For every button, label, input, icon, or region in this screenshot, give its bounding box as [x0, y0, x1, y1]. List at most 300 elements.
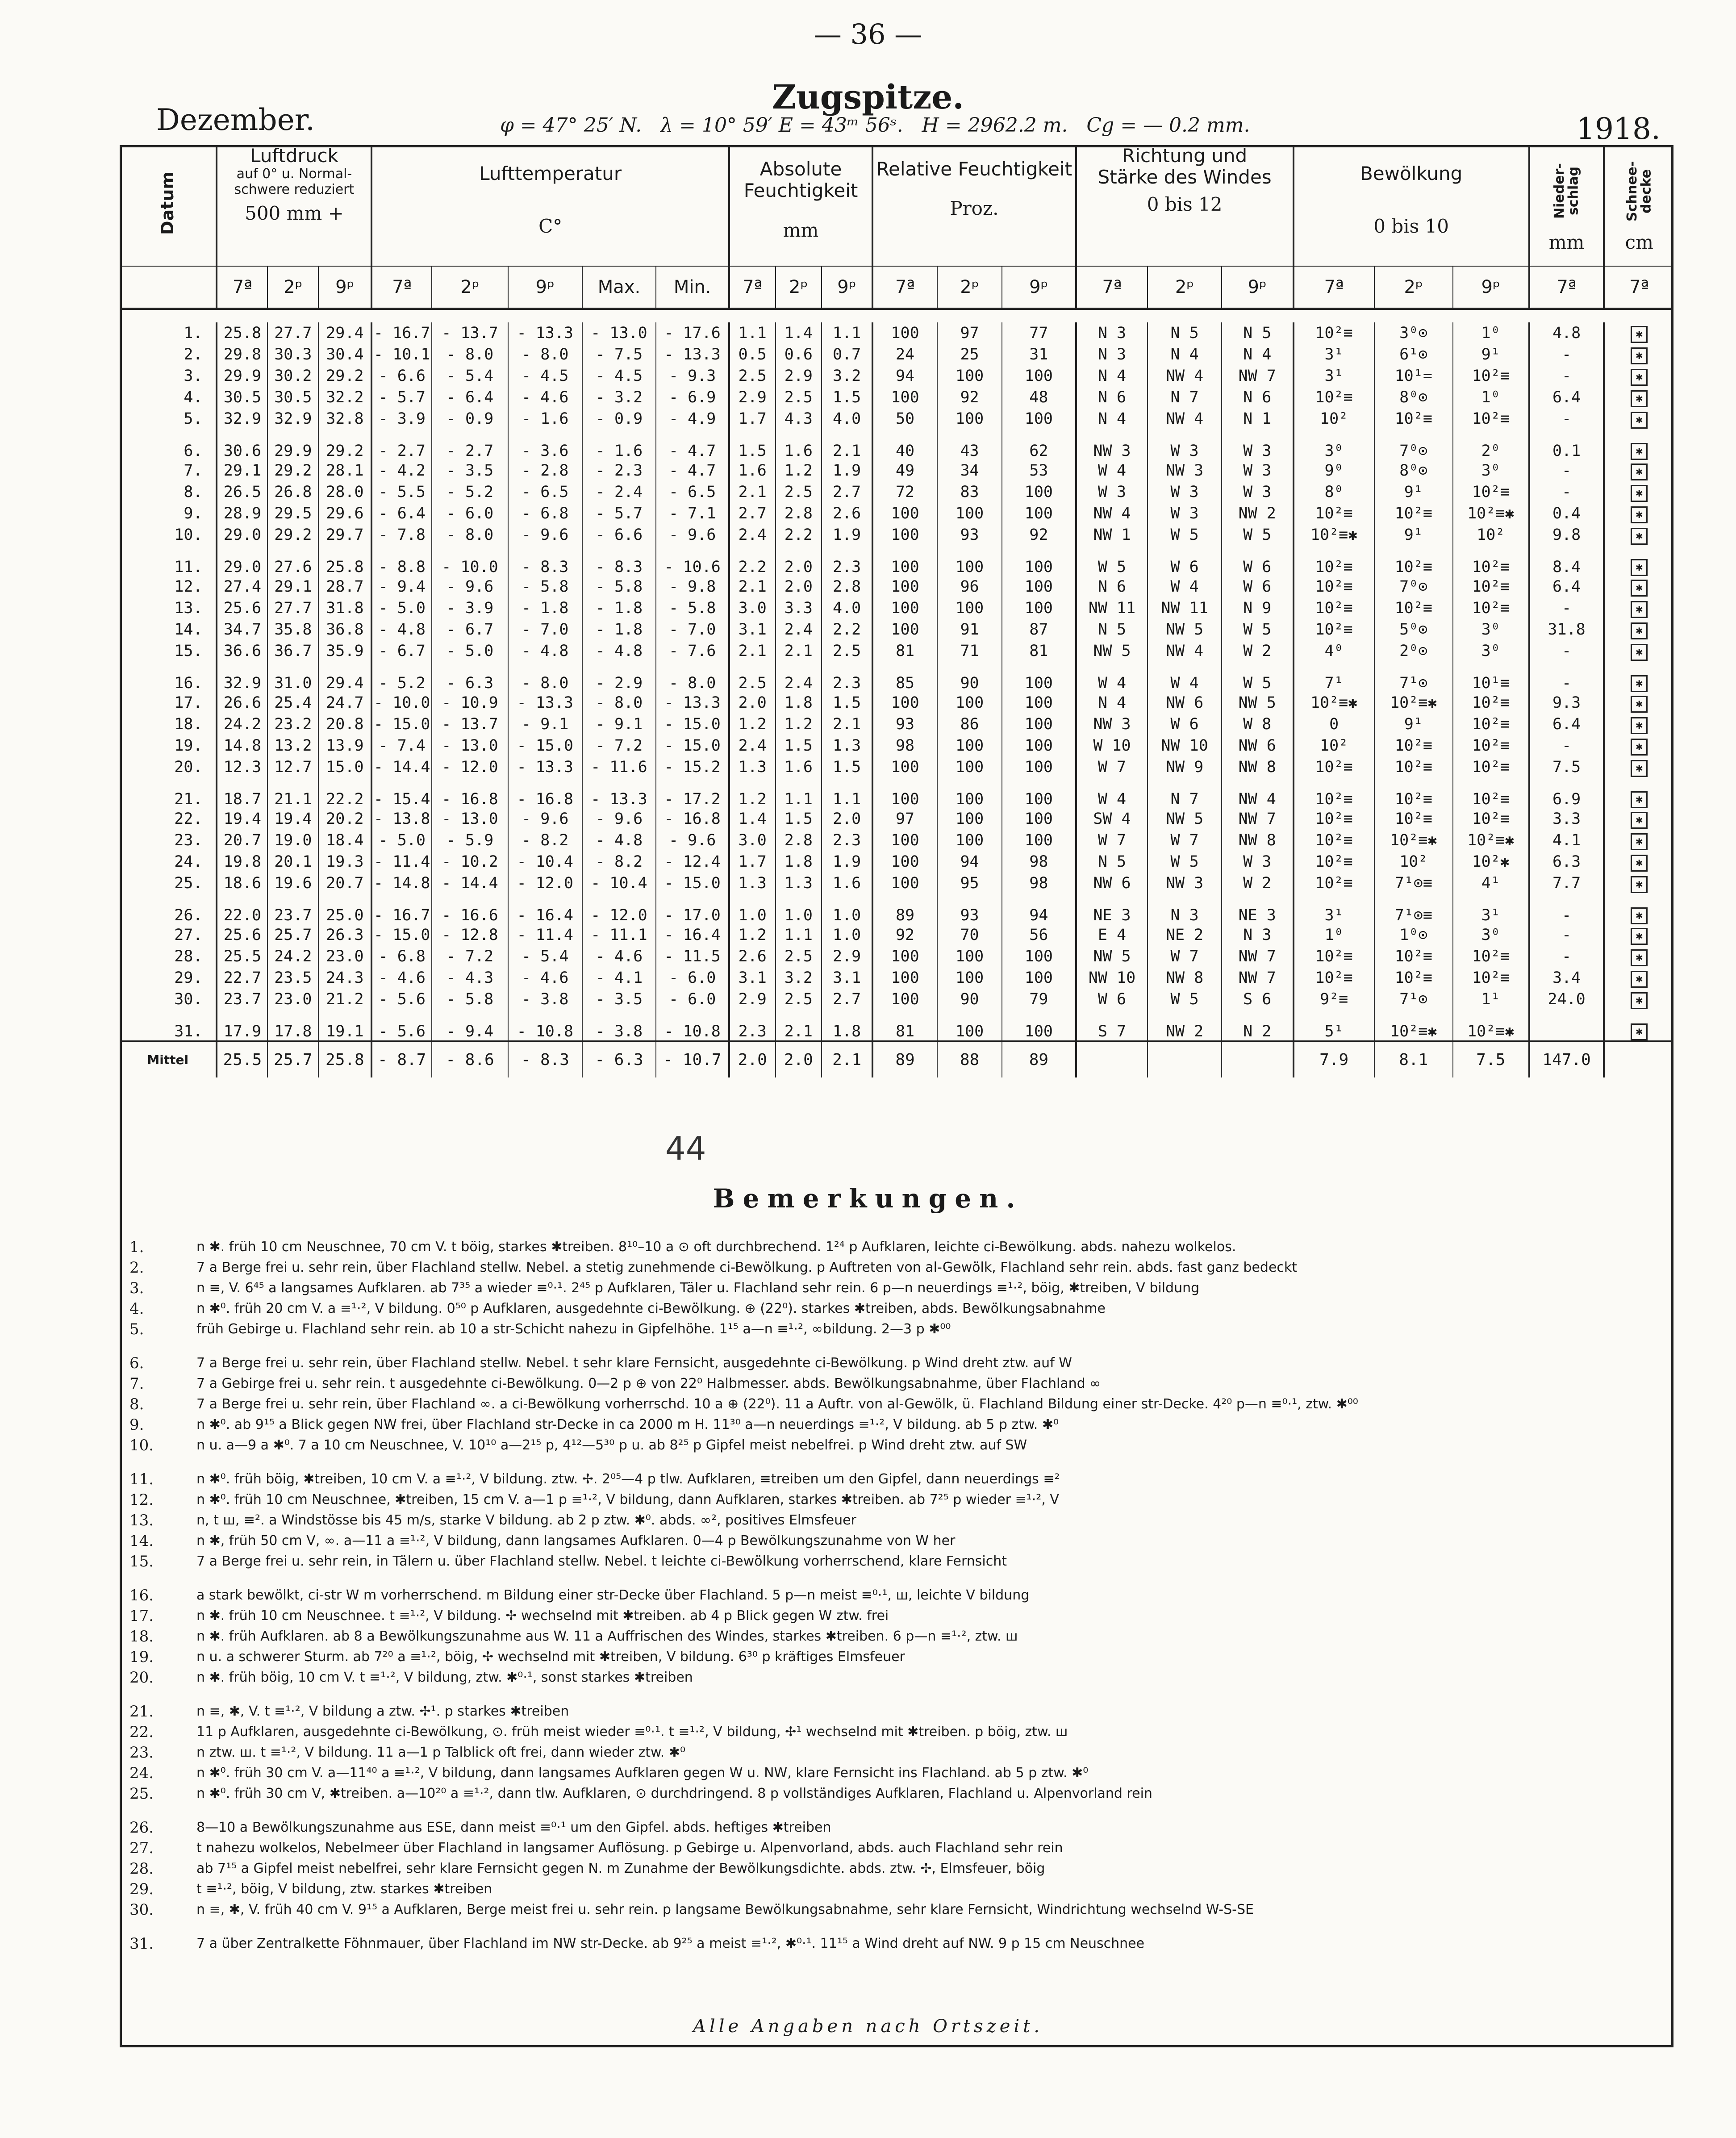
cell-a7: 2.3 — [729, 1010, 776, 1041]
cell-a7: 1.3 — [729, 873, 776, 894]
cell-p2: 19.4 — [267, 808, 318, 830]
cell-tmin: - 10.8 — [656, 1010, 729, 1041]
cell-r7: 100 — [872, 778, 937, 808]
cell-r7: 100 — [872, 946, 937, 967]
cell-r7: 72 — [872, 481, 937, 503]
cell-n: 7.5 — [1529, 756, 1604, 778]
mean-w9 — [1222, 1041, 1294, 1078]
cell-r7: 97 — [872, 808, 937, 830]
cell-w7: N 4 — [1076, 365, 1148, 387]
cell-a2: 2.0 — [776, 576, 822, 597]
cell-s — [1604, 756, 1673, 778]
cell-tmax: - 3.5 — [582, 989, 656, 1010]
cell-b7: 10²≡ — [1294, 756, 1374, 778]
cell-w2: W 5 — [1148, 524, 1222, 546]
cell-p7: 23.7 — [217, 989, 267, 1010]
cell-t7: - 10.1 — [371, 344, 432, 365]
list-item — [129, 1394, 1657, 1415]
cell-t2: - 5.9 — [432, 830, 508, 851]
cell-b2: 10²≡ — [1374, 756, 1453, 778]
remark-text: ab 7¹⁵ a Gipfel meist nebelfrei, sehr klare Fernsicht gegen N. m Zunahme der Bewölkungsdichte. abds. ztw. ✢, Elmsfeuer, böig — [196, 1861, 1045, 1876]
cell-a2: 2.1 — [776, 1010, 822, 1041]
cell-b9: 1⁰ — [1453, 322, 1529, 344]
cell-p7: 34.7 — [217, 619, 267, 640]
cell-w2: N 7 — [1148, 387, 1222, 408]
cell-r9: 87 — [1002, 619, 1076, 640]
cell-b7: 10²≡ — [1294, 322, 1374, 344]
list-item — [129, 1415, 1657, 1435]
cell-s — [1604, 481, 1673, 503]
subhead-b9: 9ᵖ — [1453, 266, 1529, 309]
list-item — [129, 1490, 1657, 1510]
cell-r9: 100 — [1002, 1010, 1076, 1041]
cell-tmin: - 17.6 — [656, 322, 729, 344]
snow-cover-icon: ✱ — [1631, 390, 1648, 407]
cell-a9: 3.1 — [822, 967, 872, 989]
remark-text: n ≡, ✱, V. t ≡¹·², V bildung a ztw. ✢¹. p starkes ✱treiben — [196, 1704, 569, 1719]
snow-cover-icon: ✱ — [1631, 622, 1648, 639]
snow-cover-icon: ✱ — [1631, 992, 1648, 1009]
cell-tmax: - 10.4 — [582, 873, 656, 894]
cell-a2: 1.8 — [776, 692, 822, 714]
cell-a7: 2.2 — [729, 546, 776, 576]
footer-note: Alle Angaben nach Ortszeit. — [693, 2016, 1043, 2037]
cell-tmin: - 5.8 — [656, 597, 729, 619]
col-lufttemperatur — [371, 145, 729, 266]
cell-w9: S 6 — [1222, 989, 1294, 1010]
table-row — [120, 546, 1673, 576]
station-coordinates: φ = 47° 25′ N. λ = 10° 59′ E = 43ᵐ 56ˢ. H = 2962.2 m. Cg = — 0.2 mm. — [500, 114, 1250, 137]
remark-text: 11 p Aufklaren, ausgedehnte ci-Bewölkung, ⊙. früh meist wieder ≡⁰·¹. t ≡¹·², V bildung, ✢¹ wechselnd mit ✱treiben. p böig, ztw. ш — [196, 1724, 1068, 1740]
day-number: 9. — [184, 505, 203, 522]
cell-r9: 100 — [1002, 808, 1076, 830]
cell-tmin: - 7.6 — [656, 640, 729, 662]
snow-cover-icon: ✱ — [1631, 1023, 1648, 1040]
abs-feucht-unit: mm — [783, 219, 819, 241]
cell-b9: 10¹≡ — [1453, 662, 1529, 692]
cell-b7: 10²≡ — [1294, 546, 1374, 576]
cell-p2: 30.2 — [267, 365, 318, 387]
cell-a7: 3.1 — [729, 619, 776, 640]
cell-a9: 2.3 — [822, 546, 872, 576]
cell-a7: 2.7 — [729, 503, 776, 524]
cell-w2: W 7 — [1148, 830, 1222, 851]
cell-b2: 7⁰⊙ — [1374, 576, 1453, 597]
cell-n: - — [1529, 735, 1604, 756]
cell-t9: - 15.0 — [508, 735, 582, 756]
cell-tmin: - 9.6 — [656, 524, 729, 546]
remark-text: n ✱. früh 10 cm Neuschnee, 70 cm V. t böig, starkes ✱treiben. 8¹⁰–10 a ⊙ oft durchbrechend. 1²⁴ p Aufklaren, leichte ci-Bewölkung. abds. nahezu wolkelos. — [196, 1239, 1236, 1255]
cell-r9: 100 — [1002, 408, 1076, 430]
snow-cover-icon: ✱ — [1631, 675, 1648, 692]
observation-table — [120, 145, 1673, 1077]
lufttemperatur-unit: C° — [538, 215, 563, 238]
day-number: 1. — [184, 324, 203, 342]
day-number: 14. — [174, 621, 203, 639]
table-row — [120, 735, 1673, 756]
remark-text: n ztw. ш. t ≡¹·², V bildung. 11 a—1 p Talblick oft frei, dann wieder ztw. ✱⁰ — [196, 1745, 685, 1760]
cell-tmax: - 13.0 — [582, 322, 656, 344]
cell-a9: 2.1 — [822, 430, 872, 460]
cell-w7: W 3 — [1076, 481, 1148, 503]
cell-t9: - 13.3 — [508, 692, 582, 714]
cell-p2: 29.2 — [267, 524, 318, 546]
cell-t7: - 13.8 — [371, 808, 432, 830]
cell-r2: 70 — [937, 924, 1002, 946]
cell-t2: - 13.0 — [432, 735, 508, 756]
table-row — [120, 640, 1673, 662]
cell-tmin: - 17.2 — [656, 778, 729, 808]
cell-r7: 100 — [872, 967, 937, 989]
table-row — [120, 344, 1673, 365]
cell-b7: 7¹ — [1294, 662, 1374, 692]
day-number: 13. — [174, 599, 203, 617]
remark-day: 22. — [129, 1723, 154, 1741]
cell-r7: 100 — [872, 546, 937, 576]
cell-t2: - 10.2 — [432, 851, 508, 873]
cell-b7: 10²≡ — [1294, 778, 1374, 808]
cell-p9: 20.8 — [318, 714, 371, 735]
cell-p2: 20.1 — [267, 851, 318, 873]
cell-tmin: - 9.3 — [656, 365, 729, 387]
remark-text: n ≡, V. 6⁴⁵ a langsames Aufklaren. ab 7³⁵ a wieder ≡⁰·¹. 2⁴⁵ p Aufklaren, Täler u. Flachland sehr rein. 6 p—n neuerdings ≡¹·², böig, ✱treiben, V bildung — [196, 1280, 1200, 1296]
cell-r2: 100 — [937, 735, 1002, 756]
remark-day: 20. — [129, 1669, 154, 1687]
cell-s — [1604, 524, 1673, 546]
cell-b7: 10²≡ — [1294, 387, 1374, 408]
cell-t2: - 5.8 — [432, 989, 508, 1010]
cell-p7: 28.9 — [217, 503, 267, 524]
day-number: 17. — [174, 694, 203, 712]
day-number: 3. — [184, 367, 203, 385]
cell-w9: N 1 — [1222, 408, 1294, 430]
snow-cover-icon: ✱ — [1631, 696, 1648, 713]
subhead-w2: 2ᵖ — [1148, 266, 1222, 309]
cell-tmax: - 3.2 — [582, 387, 656, 408]
cell-r9: 100 — [1002, 576, 1076, 597]
station-title: Zugspitze. — [772, 78, 964, 117]
cell-s — [1604, 365, 1673, 387]
cell-b7: 9²≡ — [1294, 989, 1374, 1010]
cell-n — [1529, 1010, 1604, 1041]
cell-b2: 10²≡✱ — [1374, 830, 1453, 851]
cell-s — [1604, 662, 1673, 692]
cell-r2: 90 — [937, 989, 1002, 1010]
cell-tmax: - 7.5 — [582, 344, 656, 365]
cell-t2: - 14.4 — [432, 873, 508, 894]
subhead-p7: 7ª — [217, 266, 267, 309]
table-row — [120, 460, 1673, 481]
list-item — [129, 1783, 1657, 1804]
table-row — [120, 430, 1673, 460]
cell-a2: 2.5 — [776, 946, 822, 967]
cell-t7: - 5.0 — [371, 597, 432, 619]
snow-cover-icon: ✱ — [1631, 601, 1648, 618]
lufttemperatur-title: Lufttemperatur — [479, 163, 622, 184]
cell-w9: W 3 — [1222, 430, 1294, 460]
cell-b2: 8⁰⊙ — [1374, 460, 1453, 481]
cell-n: 6.4 — [1529, 714, 1604, 735]
cell-a2: 4.3 — [776, 408, 822, 430]
cell-b2: 5⁰⊙ — [1374, 619, 1453, 640]
mean-b2: 8.1 — [1374, 1041, 1453, 1078]
cell-r9: 100 — [1002, 714, 1076, 735]
cell-tmin: - 15.2 — [656, 756, 729, 778]
cell-s — [1604, 894, 1673, 924]
cell-p7: 32.9 — [217, 662, 267, 692]
cell-a2: 2.9 — [776, 365, 822, 387]
cell-t7: - 16.7 — [371, 894, 432, 924]
cell-p2: 25.4 — [267, 692, 318, 714]
remark-day: 13. — [129, 1512, 154, 1529]
cell-s — [1604, 344, 1673, 365]
mean-r9: 89 — [1002, 1041, 1076, 1078]
cell-w7: N 6 — [1076, 387, 1148, 408]
cell-r9: 53 — [1002, 460, 1076, 481]
cell-p7: 19.8 — [217, 851, 267, 873]
remark-day: 7. — [129, 1375, 144, 1393]
cell-w2: NW 8 — [1148, 967, 1222, 989]
remark-day: 31. — [129, 1935, 154, 1953]
cell-a2: 2.5 — [776, 387, 822, 408]
cell-w2: W 7 — [1148, 946, 1222, 967]
cell-s — [1604, 387, 1673, 408]
col-bewoelkung — [1294, 145, 1529, 266]
col-absolute-feuchtigkeit — [729, 145, 872, 266]
cell-n: - — [1529, 344, 1604, 365]
cell-w2: W 6 — [1148, 546, 1222, 576]
cell-p9: 32.8 — [318, 408, 371, 430]
cell-w2: NE 2 — [1148, 924, 1222, 946]
cell-tmin: - 16.4 — [656, 924, 729, 946]
cell-w9: W 8 — [1222, 714, 1294, 735]
cell-b2: 10²≡ — [1374, 735, 1453, 756]
table-row — [120, 619, 1673, 640]
cell-tmax: - 2.3 — [582, 460, 656, 481]
cell-t2: - 5.0 — [432, 640, 508, 662]
col-relative-feuchtigkeit — [872, 145, 1076, 266]
day-number: 28. — [174, 948, 203, 965]
cell-tmin: - 12.4 — [656, 851, 729, 873]
cell-t9: - 3.8 — [508, 989, 582, 1010]
list-item — [129, 1257, 1657, 1278]
cell-r2: 100 — [937, 808, 1002, 830]
cell-b7: 10²≡ — [1294, 619, 1374, 640]
cell-w9: N 6 — [1222, 387, 1294, 408]
cell-p7: 22.7 — [217, 967, 267, 989]
cell-a7: 1.7 — [729, 408, 776, 430]
remark-text: n ✱⁰. ab 9¹⁵ a Blick gegen NW frei, über Flachland str-Decke in ca 2000 m H. 11³⁰ a—n neuerdings ≡¹·², V bildung. ab 5 p ztw. ✱⁰ — [196, 1417, 1059, 1432]
cell-b9: 3⁰ — [1453, 924, 1529, 946]
cell-p2: 21.1 — [267, 778, 318, 808]
cell-n: 24.0 — [1529, 989, 1604, 1010]
cell-a7: 1.2 — [729, 778, 776, 808]
cell-w2: N 4 — [1148, 344, 1222, 365]
cell-n: - — [1529, 894, 1604, 924]
cell-r9: 100 — [1002, 481, 1076, 503]
cell-w7: N 5 — [1076, 851, 1148, 873]
list-item — [129, 1722, 1657, 1742]
cell-tmax: - 4.6 — [582, 946, 656, 967]
cell-b9: 10²≡ — [1453, 481, 1529, 503]
cell-p7: 29.9 — [217, 365, 267, 387]
cell-w2: NW 3 — [1148, 460, 1222, 481]
remark-text: n ✱⁰. früh 30 cm V. a—11⁴⁰ a ≡¹·², V bildung, dann langsames Aufklaren gegen W u. NW, klare Fernsicht ins Flachland. ab 5 p ztw. ✱⁰ — [196, 1765, 1089, 1781]
cell-p9: 35.9 — [318, 640, 371, 662]
cell-t9: - 1.8 — [508, 597, 582, 619]
cell-p7: 17.9 — [217, 1010, 267, 1041]
remark-text: n ✱⁰. früh 30 cm V, ✱treiben. a—10²⁰ a ≡¹·², dann tlw. Aufklaren, ⊙ durchdringend. 8 p vollständiges Aufklaren, Flachland u. Alpenvorland rein — [196, 1786, 1152, 1801]
table-row — [120, 714, 1673, 735]
day-number: 5. — [184, 410, 203, 428]
cell-tmin: - 9.8 — [656, 576, 729, 597]
cell-r2: 100 — [937, 946, 1002, 967]
cell-b7: 10² — [1294, 408, 1374, 430]
cell-w2: W 3 — [1148, 481, 1222, 503]
cell-tmin: - 4.7 — [656, 460, 729, 481]
mean-s — [1604, 1041, 1673, 1078]
cell-n: - — [1529, 408, 1604, 430]
snow-cover-icon: ✱ — [1631, 559, 1648, 576]
cell-w9: W 3 — [1222, 481, 1294, 503]
list-item — [129, 1626, 1657, 1647]
day-number: 7. — [184, 462, 203, 480]
cell-r9: 100 — [1002, 662, 1076, 692]
cell-p2: 23.0 — [267, 989, 318, 1010]
cell-w7: NW 5 — [1076, 640, 1148, 662]
cell-p9: 29.6 — [318, 503, 371, 524]
cell-b7: 10²≡ — [1294, 967, 1374, 989]
list-item — [129, 1817, 1657, 1838]
snow-cover-icon: ✱ — [1631, 369, 1648, 386]
cell-p7: 29.1 — [217, 460, 267, 481]
cell-a7: 1.1 — [729, 322, 776, 344]
table-row — [120, 1010, 1673, 1041]
cell-p2: 30.5 — [267, 387, 318, 408]
cell-t9: - 7.0 — [508, 619, 582, 640]
cell-r7: 89 — [872, 894, 937, 924]
cell-t9: - 8.0 — [508, 344, 582, 365]
day-number: 11. — [174, 558, 203, 576]
cell-tmax: - 7.2 — [582, 735, 656, 756]
cell-tmin: - 9.6 — [656, 830, 729, 851]
cell-w2: W 5 — [1148, 851, 1222, 873]
remark-day: 10. — [129, 1436, 154, 1454]
cell-a2: 1.1 — [776, 924, 822, 946]
cell-b7: 8⁰ — [1294, 481, 1374, 503]
cell-w7: NW 11 — [1076, 597, 1148, 619]
cell-b9: 10²≡ — [1453, 946, 1529, 967]
cell-t9: - 4.8 — [508, 640, 582, 662]
cell-b7: 5¹ — [1294, 1010, 1374, 1041]
mean-b7: 7.9 — [1294, 1041, 1374, 1078]
cell-n: 3.3 — [1529, 808, 1604, 830]
cell-n: - — [1529, 481, 1604, 503]
cell-p7: 25.8 — [217, 322, 267, 344]
cell-t7: - 6.8 — [371, 946, 432, 967]
cell-t7: - 10.0 — [371, 692, 432, 714]
bewoelkung-title: Bewölkung — [1360, 163, 1463, 184]
cell-t2: - 3.5 — [432, 460, 508, 481]
list-item — [129, 1531, 1657, 1551]
list-item — [129, 1742, 1657, 1763]
cell-b2: 6¹⊙ — [1374, 344, 1453, 365]
cell-b7: 10²≡ — [1294, 503, 1374, 524]
cell-a9: 1.3 — [822, 735, 872, 756]
cell-tmin: - 6.0 — [656, 989, 729, 1010]
list-item — [129, 1353, 1657, 1374]
list-item — [129, 1299, 1657, 1319]
cell-r2: 43 — [937, 430, 1002, 460]
cell-s — [1604, 873, 1673, 894]
cell-t9: - 8.0 — [508, 662, 582, 692]
cell-p7: 27.4 — [217, 576, 267, 597]
cell-w9: N 4 — [1222, 344, 1294, 365]
remark-text: a stark bewölkt, ci-str W m vorherrschend. m Bildung einer str-Decke über Flachland. 5 p—n meist ≡⁰·¹, ш, leichte V bildung — [196, 1587, 1030, 1603]
cell-b9: 2⁰ — [1453, 430, 1529, 460]
remark-day: 19. — [129, 1648, 154, 1666]
cell-p7: 18.6 — [217, 873, 267, 894]
snow-cover-icon: ✱ — [1631, 644, 1648, 661]
cell-w7: NW 3 — [1076, 714, 1148, 735]
cell-t2: - 16.8 — [432, 778, 508, 808]
cell-w9: W 5 — [1222, 619, 1294, 640]
cell-r7: 100 — [872, 524, 937, 546]
cell-a9: 2.9 — [822, 946, 872, 967]
cell-b2: 7¹⊙≡ — [1374, 873, 1453, 894]
cell-b9: 10²≡ — [1453, 576, 1529, 597]
subhead-min: Min. — [656, 266, 729, 309]
cell-w2: NW 10 — [1148, 735, 1222, 756]
cell-w9: NW 7 — [1222, 967, 1294, 989]
remark-day: 26. — [129, 1819, 154, 1837]
remark-text: n ≡, ✱, V. früh 40 cm V. 9¹⁵ a Aufklaren, Berge meist frei u. sehr rein. p langsame Bewölkungsabnahme, sehr klare Fernsicht, Windrichtung wechselnd W-S-SE — [196, 1902, 1254, 1917]
table-row — [120, 503, 1673, 524]
cell-t2: - 9.4 — [432, 1010, 508, 1041]
cell-a2: 2.1 — [776, 640, 822, 662]
cell-w7: N 3 — [1076, 322, 1148, 344]
cell-w2: W 4 — [1148, 576, 1222, 597]
cell-b9: 3⁰ — [1453, 619, 1529, 640]
cell-b7: 1⁰ — [1294, 924, 1374, 946]
snow-cover-icon: ✱ — [1631, 791, 1648, 808]
cell-a9: 1.1 — [822, 778, 872, 808]
cell-w2: NW 5 — [1148, 619, 1222, 640]
cell-a2: 1.6 — [776, 756, 822, 778]
cell-s — [1604, 597, 1673, 619]
cell-tmax: - 4.8 — [582, 830, 656, 851]
cell-t9: - 8.3 — [508, 546, 582, 576]
cell-t7: - 6.7 — [371, 640, 432, 662]
cell-w7: W 7 — [1076, 830, 1148, 851]
cell-tmax: - 1.6 — [582, 430, 656, 460]
cell-b7: 10²≡ — [1294, 851, 1374, 873]
cell-w9: W 6 — [1222, 546, 1294, 576]
cell-s — [1604, 714, 1673, 735]
cell-p9: 28.7 — [318, 576, 371, 597]
cell-tmin: - 15.0 — [656, 714, 729, 735]
cell-t9: - 16.8 — [508, 778, 582, 808]
cell-n: 6.3 — [1529, 851, 1604, 873]
cell-p7: 26.5 — [217, 481, 267, 503]
snow-cover-icon: ✱ — [1631, 717, 1648, 734]
col-niederschlag: Nieder-schlag mm — [1529, 145, 1604, 266]
cell-p2: 32.9 — [267, 408, 318, 430]
cell-r2: 100 — [937, 830, 1002, 851]
cell-t2: - 12.0 — [432, 756, 508, 778]
snow-cover-icon: ✱ — [1631, 971, 1648, 988]
remark-text: n ✱. früh böig, 10 cm V. t ≡¹·², V bildung, ztw. ✱⁰·¹, sonst starkes ✱treiben — [196, 1670, 693, 1685]
